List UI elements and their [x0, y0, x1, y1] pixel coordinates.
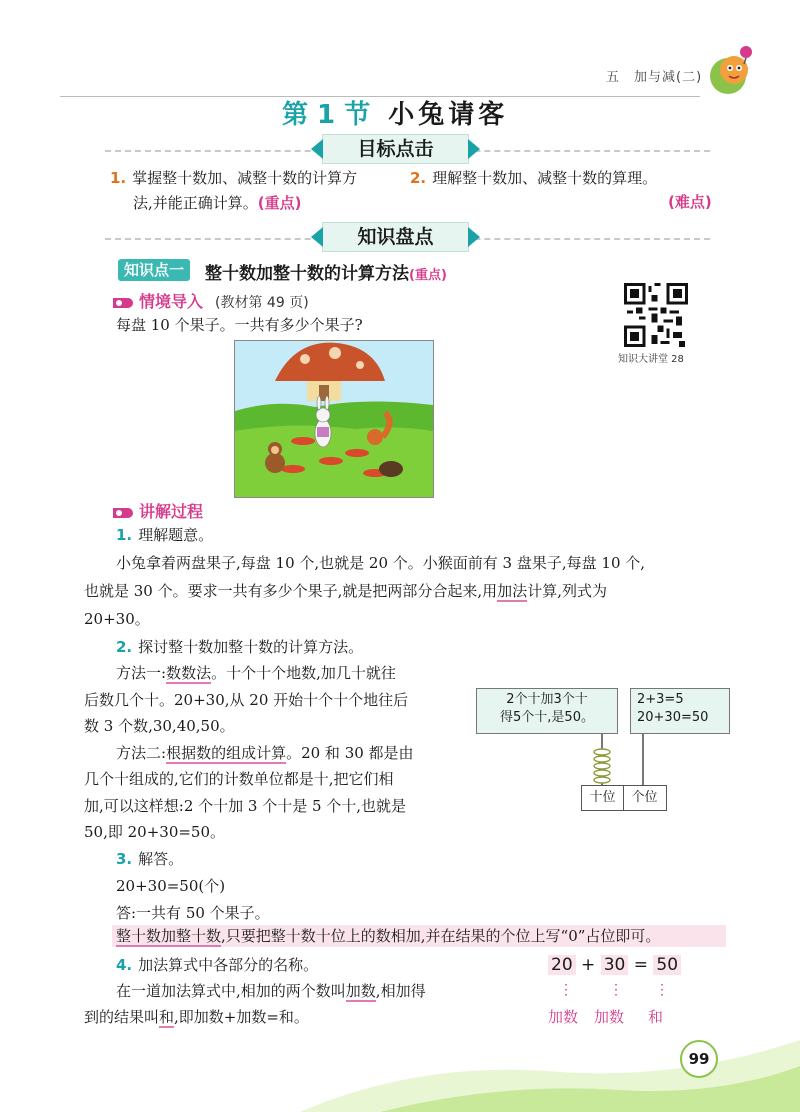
addition-equation	[548, 955, 681, 975]
method-2-line-2: 几个十组成的,它们的计数单位都是十,把它们相	[84, 770, 394, 788]
equation-addend-1: 20	[548, 955, 576, 975]
goal-1-tag: (重点)	[257, 194, 302, 212]
method-1-label: 方法一:	[116, 664, 167, 682]
step-4-title-text: 加法算式中各部分的名称。	[138, 956, 319, 974]
step-3-number: 3.	[116, 850, 133, 868]
ones-rod	[642, 733, 644, 785]
pointer-dots-1: ⋮	[559, 982, 573, 998]
knowledge-point-title	[205, 259, 447, 284]
intro-question: 每盘 10 个果子。一共有多少个果子?	[116, 316, 363, 334]
section-number: 第 1 节	[282, 100, 371, 130]
method-1-text: 。十个十个地数,加几十就往	[211, 664, 396, 682]
kp-title-tag: (重点)	[409, 268, 447, 283]
equation-addend-2: 30	[601, 955, 629, 975]
step-4-number: 4.	[116, 956, 133, 974]
box-right-line-1: 2+3=5	[637, 692, 684, 707]
goal-1-text-cont: 法,并能正确计算。	[133, 194, 258, 212]
summary-rule	[116, 925, 660, 948]
equation-plus: +	[581, 955, 596, 975]
step-1-line-3: 20+30。	[84, 610, 150, 628]
qr-code-icon[interactable]	[624, 283, 688, 347]
page-title	[282, 94, 508, 131]
chapter-label: 五 加与减(二)	[606, 70, 703, 85]
abacus-beads	[592, 748, 612, 785]
goal-2-tag: (难点)	[668, 193, 712, 211]
step-4-line-1-b: ,相加得	[375, 982, 426, 1000]
keyword-sum: 和	[159, 1008, 175, 1026]
step-1-title-text: 理解题意。	[138, 526, 214, 544]
step-1-line-2-b: 计算,列式为	[527, 582, 607, 600]
step-3-equation: 20+30=50(个)	[116, 877, 226, 895]
eye-icon	[113, 298, 133, 308]
goal-item-2	[410, 166, 657, 190]
step-1-line-2	[84, 576, 607, 607]
step-3-answer: 答:一共有 50 个果子。	[116, 904, 270, 922]
step-1-line-1: 小兔拿着两盘果子,每盘 10 个,也就是 20 个。小猴面前有 3 盘果子,每盘 10 个,	[116, 554, 646, 572]
equation-equals: =	[633, 955, 648, 975]
step-3-title-text: 解答。	[138, 850, 184, 868]
abacus-base	[581, 785, 667, 811]
explain-heading	[113, 499, 203, 522]
step-1-title	[116, 520, 213, 551]
label-addend-1: 加数	[548, 1008, 579, 1026]
summary-keyword: 整十数加整十数	[116, 927, 222, 945]
goal-1-text: 掌握整十数加、减整十数的计算方	[132, 169, 358, 187]
goals-banner	[322, 134, 469, 164]
tens-label: 十位	[582, 786, 624, 810]
knowledge-banner	[322, 222, 469, 252]
equation-sum: 50	[653, 955, 681, 975]
step-4-line-2-b: ,即加数+加数=和。	[174, 1008, 309, 1026]
kp-title-text: 整十数加整十数的计算方法	[205, 264, 409, 284]
mascot-icon	[706, 40, 762, 98]
method-2-line-4: 50,即 20+30=50。	[84, 823, 226, 841]
summary-text: ,只要把整十数十位上的数相加,并在结果的个位上写“0”占位即可。	[221, 927, 661, 945]
box-left-line-1: 2个十加3个十	[506, 692, 588, 707]
step-1-number: 1.	[116, 526, 133, 544]
goals-banner-text: 目标点击	[357, 138, 434, 160]
method-1-line-2: 后数几个十。20+30,从 20 开始十个十个地往后	[84, 691, 409, 709]
keyword-addition: 加法	[497, 582, 528, 600]
step-2-title-text: 探讨整十数加整十数的计算方法。	[138, 638, 364, 656]
footer-wave-decoration	[300, 1020, 800, 1112]
goal-2-text: 理解整十数加、减整十数的算理。	[432, 169, 658, 187]
knowledge-point-badge: 知识点一	[118, 259, 190, 281]
page-number: 99	[680, 1040, 718, 1078]
eye-icon	[113, 508, 133, 518]
explain-heading-text: 讲解过程	[139, 502, 204, 521]
pointer-dots-2: ⋮	[609, 982, 623, 998]
rabbit-party-illustration	[234, 340, 434, 498]
qr-label: 知识大讲堂 28	[618, 354, 684, 365]
label-addend-2: 加数	[594, 1008, 625, 1026]
intro-heading-text: 情境导入	[139, 292, 204, 311]
step-4-line-1-a: 在一道加法算式中,相加的两个数叫	[116, 982, 346, 1000]
keyword-counting-method: 数数法	[166, 664, 212, 682]
goal-item-1-cont	[133, 191, 302, 215]
box-left-line-2: 得5个十,是50。	[500, 710, 594, 725]
intro-heading	[113, 289, 309, 312]
goal-item-1	[110, 166, 400, 190]
step-4-line-2	[84, 1002, 309, 1033]
step-4-line-2-a: 到的结果叫	[84, 1008, 160, 1026]
goal-1-number: 1.	[110, 169, 127, 187]
step-1-line-2-a: 也就是 30 个。要求一共有多少个果子,就是把两部分合起来,用	[84, 582, 498, 600]
method-2-label: 方法二:	[116, 744, 167, 762]
box-right-line-2: 20+30=50	[637, 710, 709, 725]
pointer-dots-3: ⋮	[655, 982, 669, 998]
section-name: 小兔请客	[388, 100, 509, 130]
knowledge-banner-text: 知识盘点	[357, 226, 434, 248]
ones-label: 个位	[631, 790, 658, 805]
textbook-reference: (教材第 49 页)	[215, 295, 309, 311]
method-1-line-3: 数 3 个数,30,40,50。	[84, 717, 235, 735]
method-2-line-3: 加,可以这样想:2 个十加 3 个十是 5 个十,也就是	[84, 797, 407, 815]
label-sum: 和	[648, 1008, 664, 1026]
step-2-number: 2.	[116, 638, 133, 656]
method-2-text: 。20 和 30 都是由	[286, 744, 414, 762]
keyword-addend: 加数	[345, 982, 376, 1000]
goal-2-number: 2.	[410, 169, 427, 187]
explanation-box-left	[476, 688, 618, 734]
keyword-composition-method: 根据数的组成计算	[166, 744, 287, 762]
explanation-box-right	[630, 688, 730, 734]
